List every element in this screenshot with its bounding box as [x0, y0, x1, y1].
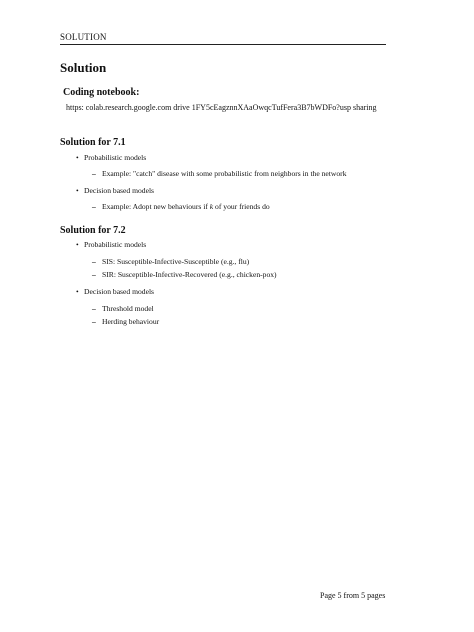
running-header: SOLUTION [60, 32, 107, 42]
bullet-icon: • [76, 153, 79, 162]
section-title: Solution [60, 60, 107, 75]
header-rule [60, 44, 386, 45]
list-item-text: Probabilistic models [84, 153, 147, 162]
list-item-text: SIR: Susceptible-Infective-Recovered (e.g., chicken-pox) [102, 270, 277, 279]
dash-icon: – [92, 257, 96, 266]
bullet-icon: • [76, 186, 79, 195]
list-item-text: Example: "catch" disease with some probabilistic from neighbors in the network [102, 169, 347, 178]
list-item-text: Herding behaviour [102, 317, 160, 326]
solution-7-2-heading: Solution for 7.2 [60, 225, 126, 236]
list-item-text: Decision based models [84, 287, 155, 296]
list-item-text: Threshold model [102, 304, 154, 313]
dash-icon: – [92, 169, 96, 178]
coding-notebook-heading: Coding notebook: [63, 87, 140, 98]
list-item-text: Probabilistic models [84, 240, 147, 249]
list-item-text: Example: Adopt new behaviours if k of your friends do [102, 202, 270, 211]
list-item-text: SIS: Susceptible-Infective-Susceptible (e.g., flu) [102, 257, 250, 266]
solution-7-1-heading: Solution for 7.1 [60, 137, 126, 148]
page-number: Page 5 from 5 pages [320, 591, 386, 600]
dash-icon: – [92, 317, 96, 326]
dash-icon: – [92, 304, 96, 313]
bullet-icon: • [76, 287, 79, 296]
dash-icon: – [92, 270, 96, 279]
dash-icon: – [92, 202, 96, 211]
bullet-icon: • [76, 240, 79, 249]
colab-link[interactable]: https: colab.research.google.com drive 1FY5cEagznnXAaOwqcTufFera3B7bWDFo?usp sharing [66, 103, 377, 112]
list-item-text: Decision based models [84, 186, 155, 195]
